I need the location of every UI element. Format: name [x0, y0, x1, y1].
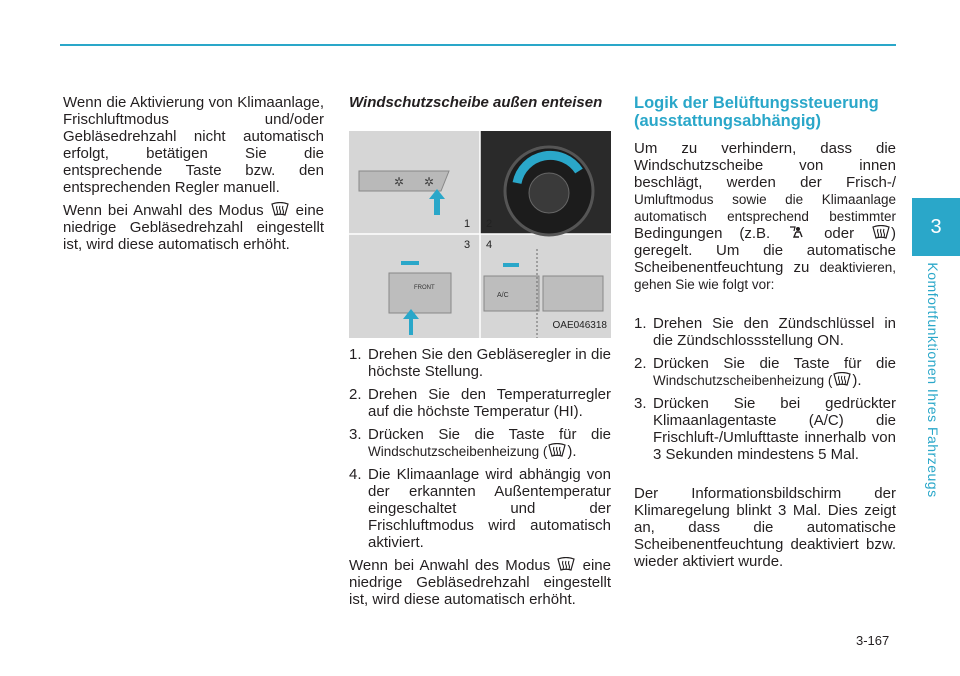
figure-label-3: 3 [464, 239, 471, 251]
paragraph: Wenn bei Anwahl des Modus eine niedrige Gebläsedrehzahl eingestellt ist, wird diese automatisch erhöht. [349, 557, 611, 608]
floor-defrost-icon [787, 225, 807, 240]
column-1 [63, 94, 324, 259]
figure-label-1: 1 [464, 218, 471, 230]
page-number: 3-167 [856, 633, 890, 648]
svg-text:✲: ✲ [394, 175, 405, 189]
figure-code: OAE046318 [552, 320, 607, 331]
paragraph [63, 202, 324, 253]
defrost-icon [556, 557, 576, 572]
defrost-icon [270, 202, 290, 217]
text: Wenn bei Anwahl des Modus [63, 202, 264, 219]
list-item: 4. Die Klimaanlage wird abhängig von der erkannten Außentemperatur eingeschaltet und der Frischluftmodus wird automatisch aktiviert. [349, 466, 611, 551]
list-item: 3. Drücken Sie bei gedrückter Klimaanlagentaste (A/C) die Frischluft-/Umlufttaste innerhalb von 3 Sekunden mindestens 5 Mal. [634, 395, 896, 463]
chapter-tab [912, 198, 960, 256]
side-title [918, 260, 948, 500]
defrost-icon [871, 225, 891, 240]
paragraph: Um zu verhindern, dass die Windschutzscheibe von innen beschlägt, werden der Frisch-/ Umluftmodus sowie die Klimaanlage automatisch entsprechend bestimmter Bedingungen (z.B. oder ) geregelt. Um die automatische Scheibenentfeuchtung zu deaktivieren, gehen Sie wie folgt vor: [634, 140, 897, 292]
chapter-number: 3 [930, 215, 942, 238]
svg-text:A/C: A/C [497, 292, 509, 299]
section-heading: Windschutzscheibe außen enteisen [349, 94, 603, 111]
list-item: 2. Drücken Sie die Taste für die Windschutzscheibenheizung ( ). [634, 355, 896, 389]
svg-text:✲: ✲ [424, 175, 435, 189]
column-3 [634, 94, 896, 576]
text: eine niedrige Gebläsedrehzahl eingestellt ist, wird diese automatisch erhöht. [63, 202, 325, 253]
steps-list [349, 346, 611, 551]
figure-label-4: 4 [486, 239, 493, 251]
steps-list [634, 315, 896, 463]
list-item: 3. Drücken Sie die Taste für die Windschutzscheibenheizung ( ). [349, 426, 611, 460]
front-label: FRONT [414, 285, 435, 291]
column-2 [349, 94, 611, 614]
defrost-icon [832, 372, 852, 387]
side-title-text: Komfortfunktionen Ihres Fahrzeugs [925, 262, 941, 498]
list-item: 1. Drehen Sie den Zündschlüssel in die Zündschlossstellung ON. [634, 315, 896, 349]
list-item: 2. Drehen Sie den Temperaturregler auf die höchste Temperatur (HI). [349, 386, 611, 420]
section-heading: Logik der Belüftungssteuerung (ausstattungsabhängig) [634, 94, 879, 130]
paragraph: Der Informationsbildschirm der Klimaregelung blinkt 3 Mal. Dies zeigt an, dass die automatische Scheibenentfeuchtung deaktiviert bzw. wieder aktiviert wurde. [634, 485, 896, 570]
paragraph: Wenn die Aktivierung von Klimaanlage, Frischluftmodus und/oder Gebläsedrehzahl nicht automatisch erfolgt, betätigen Sie die entsprechende Taste bzw. den entsprechenden Regler manuell. [63, 94, 324, 196]
defrost-icon [547, 443, 567, 458]
figure-label-2: 2 [486, 218, 493, 230]
climate-control-figure [349, 131, 611, 338]
header-rule [60, 44, 896, 46]
list-item: 1. Drehen Sie den Gebläseregler in die höchste Stellung. [349, 346, 611, 380]
